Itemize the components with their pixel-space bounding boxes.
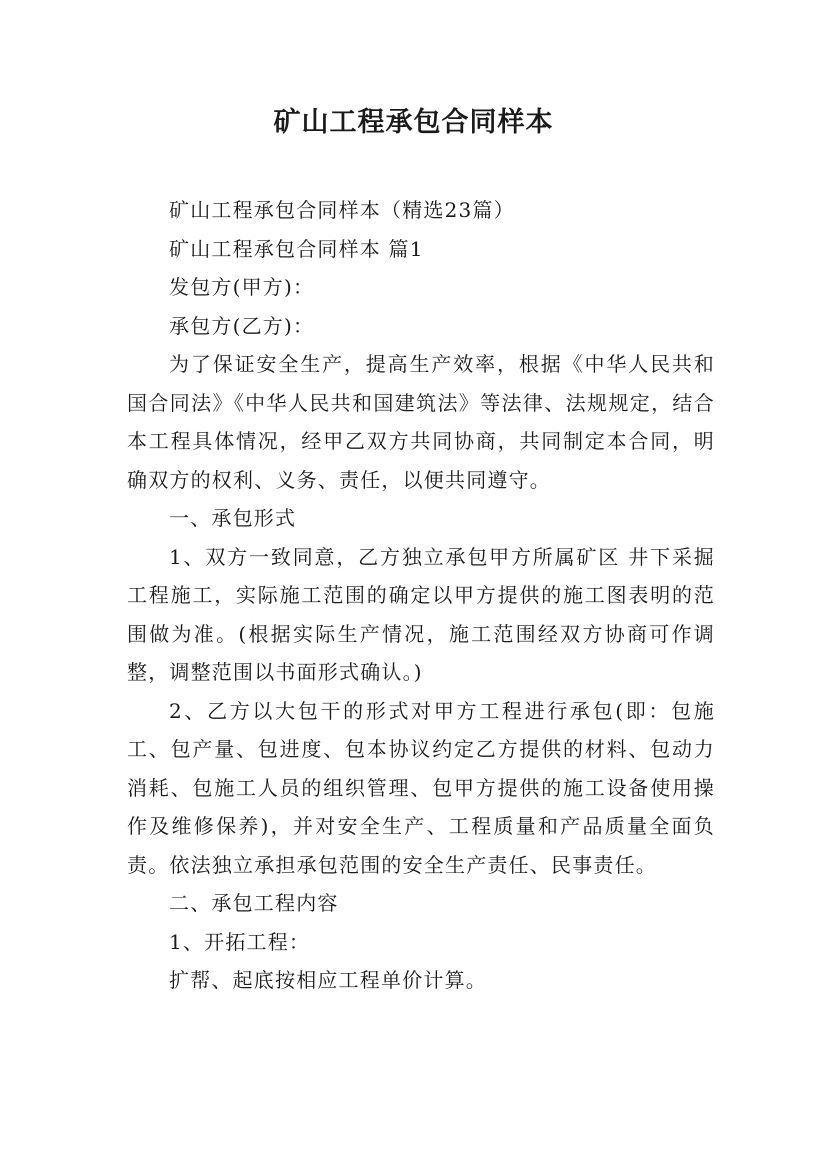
- document-title: 矿山工程承包合同样本: [273, 107, 554, 138]
- paragraph-section-heading: 矿山工程承包合同样本 篇1: [169, 236, 424, 261]
- paragraph-item-1-detail: 扩帮、起底按相应工程单价计算。: [169, 968, 487, 992]
- paragraph-clause-2: 2、乙方以大包干的形式对甲方工程进行承包(即：包施工、包产量、包进度、包本协议约定乙方提供的材料、包动力消耗、包施工人员的组织管理、包甲方提供的施工设备使用操作及维修保养)，并对安全生产、工程质量和产品质量全面负责。依法独立承担承包范围的安全生产责任、民事责任。: [127, 698, 715, 877]
- paragraph-preamble: 为了保证安全生产，提高生产效率，根据《中华人民共和国合同法》《中华人民共和国建筑法》等法律、法规规定，结合本工程具体情况，经甲乙双方共同协商，共同制定本合同，明确双方的权利、义务、责任，以便共同遵守。: [127, 352, 715, 492]
- heading-contract-content: 二、承包工程内容: [169, 891, 339, 915]
- heading-contract-form: 一、承包形式: [169, 506, 297, 530]
- paragraph-party-a: 发包方(甲方)：: [169, 275, 315, 299]
- paragraph-item-1: 1、开拓工程：: [169, 929, 311, 954]
- paragraph-party-b: 承包方(乙方)：: [169, 313, 315, 338]
- paragraph-clause-1: 1、双方一致同意，乙方独立承包甲方所属矿区 井下采掘工程施工，实际施工范围的确定以甲方提供的施工图表明的范围做为准。(根据实际生产情况，施工范围经双方协商可作调整，调整范围以书面形式确认。): [127, 544, 715, 684]
- paragraph-intro-title: 矿山工程承包合同样本（精选23篇）: [169, 198, 515, 222]
- document-body: [127, 191, 715, 1000]
